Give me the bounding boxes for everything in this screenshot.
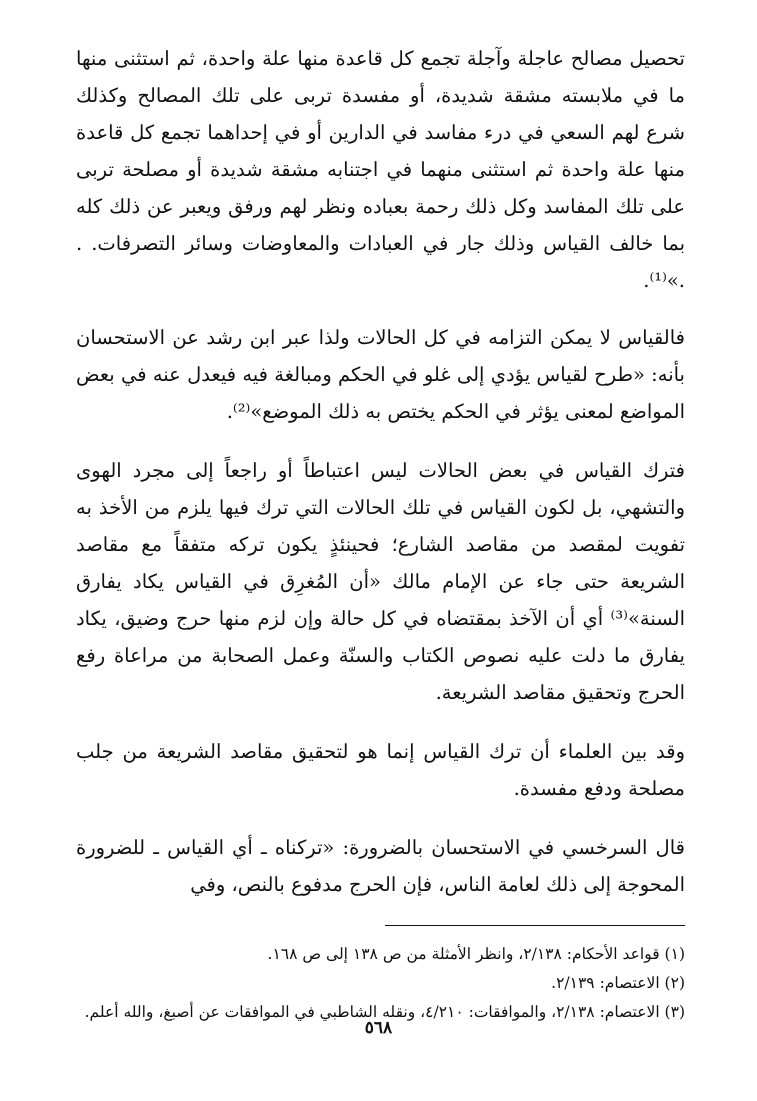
- footnote: (٣) الاعتصام: ٢/١٣٨، والموافقات: ٤/٢١٠، ونقله الشاطبي في الموافقات عن أصبغ، والله أعلم.: [84, 1003, 685, 1021]
- paragraph: فالقياس لا يمكن التزامه في كل الحالات ولذا عبر ابن رشد عن الاستحسان بأنه: «طرح لقياس يؤدي إلى غلو في الحكم ومبالغة فيه فيعدل عنه في بعض المواضع لمعنى يؤثر في الحكم يختص به ذلك الموضع»⁽²⁾.: [76, 326, 685, 423]
- footnotes: [76, 940, 685, 1027]
- footnote: (٢) الاعتصام: ٢/١٣٩.: [551, 974, 685, 992]
- paragraph: وقد بين العلماء أن ترك القياس إنما هو لتحقيق مقاصد الشريعة من جلب مصلحة ودفع مفسدة.: [76, 740, 685, 800]
- paragraph: فترك القياس في بعض الحالات ليس اعتباطاً أو راجعاً إلى مجرد الهوى والتشهي، بل لكون القياس في تلك الحالات التي ترك فيها يلزم من الأخذ به تفويت لمقصد من مقاصد الشارع؛ فحينئذٍ يكون تركه متفقاً مع مقاصد الشريعة حتى جاء عن الإمام مالك «أن المُغرِق في القياس يكاد يفارق السنة»⁽³⁾ أي أن الآخذ بمقتضاه في كل حالة وإن لزم منها حرج وضيق، يكاد يفارق ما دلت عليه نصوص الكتاب والسنّة وعمل الصحابة من مراعاة رفع الحرج وتحقيق مقاصد الشريعة.: [76, 459, 685, 704]
- page-number: ٥٦٨: [364, 1018, 393, 1038]
- footnote: (١) قواعد الأحكام: ٢/١٣٨، وانظر الأمثلة من ص ١٣٨ إلى ص ١٦٨.: [267, 945, 685, 963]
- footnote-separator: [385, 925, 685, 926]
- paragraph: تحصيل مصالح عاجلة وآجلة تجمع كل قاعدة منها علة واحدة، ثم استثنى منها ما في ملابسته مشقة شديدة، أو مفسدة تربى على تلك المصالح وكذلك شرع لهم السعي في درء مفاسد في الدارين أو في إحداهما تجمع كل قاعدة منها علة واحدة ثم استثنى منهما في اجتنابه مشقة شديدة أو مصلحة تربى على تلك المفاسد وكل ذلك رحمة بعباده ونظر لهم ورفق ويعبر عن ذلك كله بما خالف القياس وذلك جار في العبادات والمعاوضات وسائر التصرفات. . .»⁽¹⁾.: [76, 47, 685, 292]
- paragraph: قال السرخسي في الاستحسان بالضرورة: «تركناه ـ أي القياس ـ للضرورة المحوجة إلى ذلك لعامة الناس، فإن الحرج مدفوع بالنص، وفي: [76, 836, 685, 896]
- body-text: [76, 40, 685, 903]
